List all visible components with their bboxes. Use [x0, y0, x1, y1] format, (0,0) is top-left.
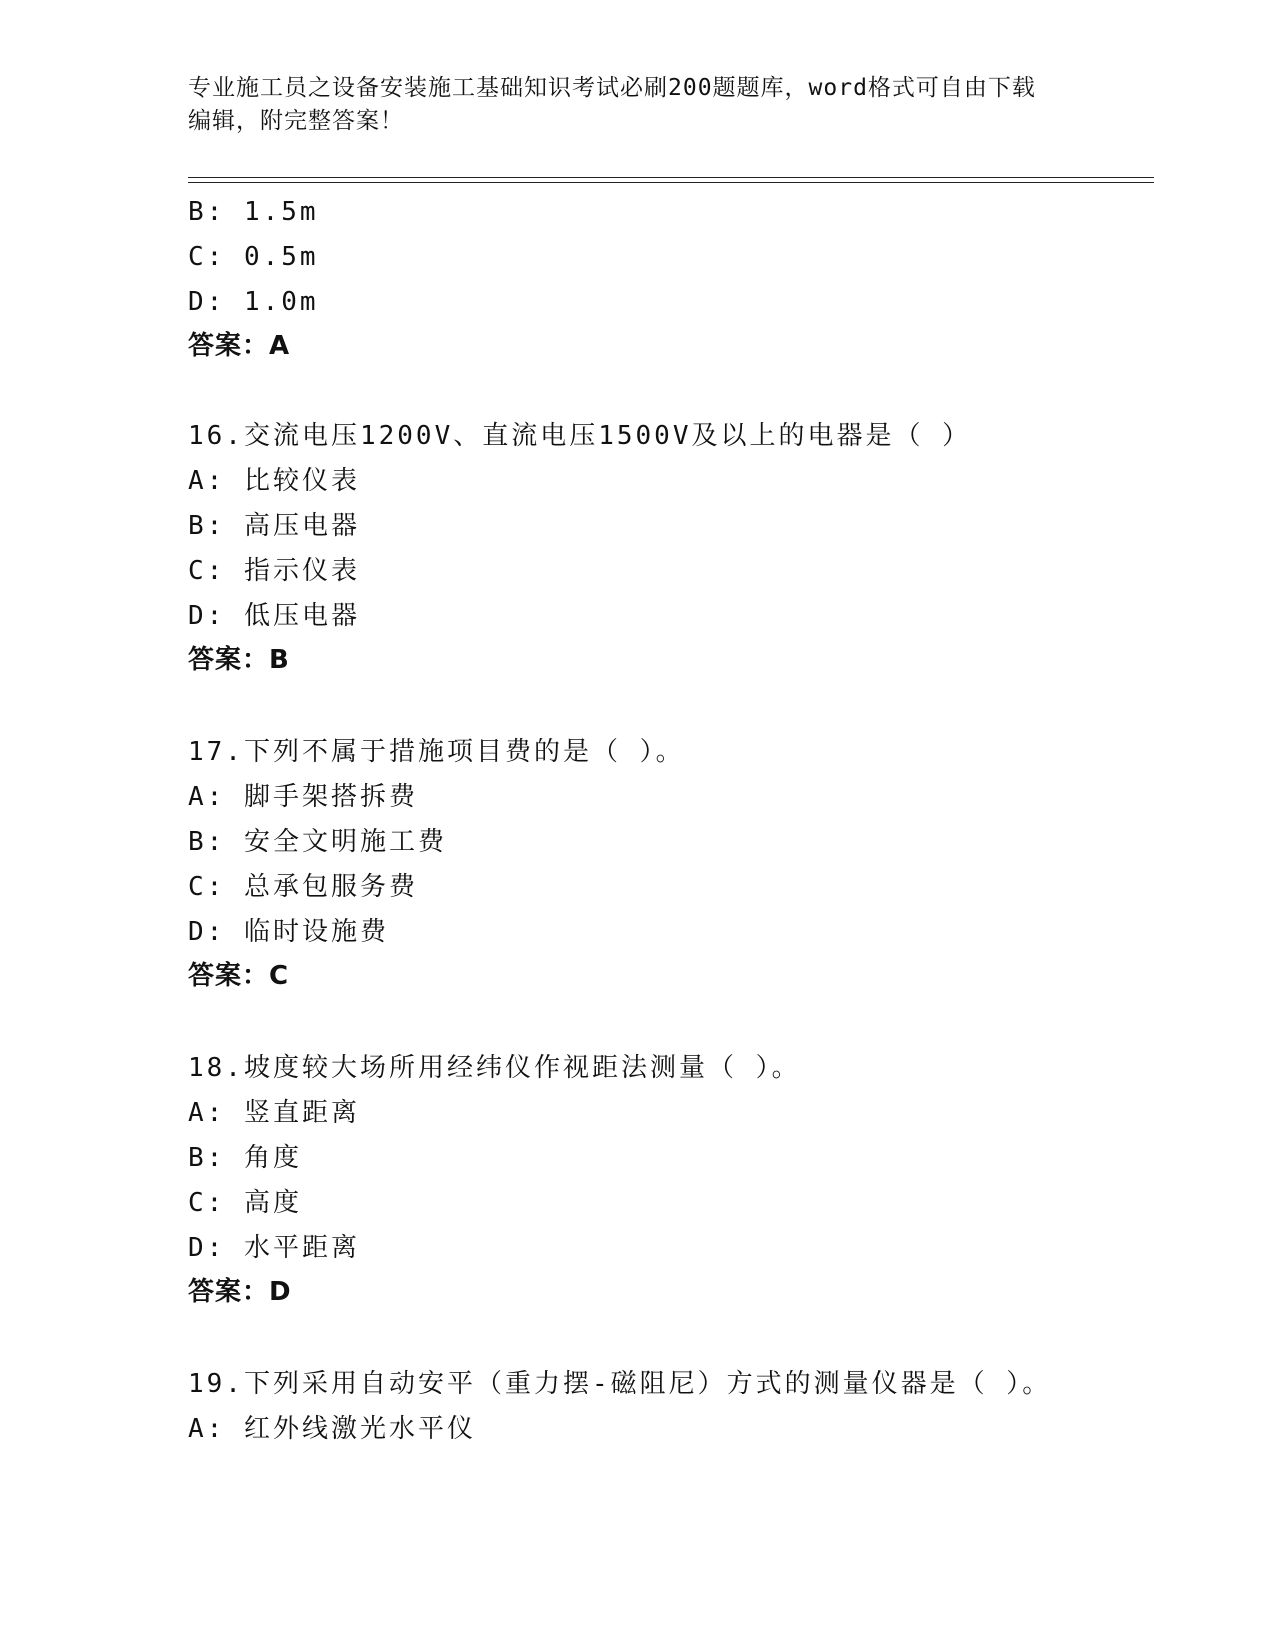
option-b: B: 安全文明施工费	[188, 827, 447, 857]
option-c: C: 总承包服务费	[188, 872, 418, 902]
option-d: D: 水平距离	[188, 1233, 360, 1263]
option-d: D: 低压电器	[188, 601, 360, 631]
option-a: A: 竖直距离	[188, 1098, 360, 1128]
document-header	[188, 72, 1088, 138]
header-line-1: 专业施工员之设备安装施工基础知识考试必刷200题题库，word格式可自由下载	[188, 75, 1036, 101]
header-divider-bottom	[188, 182, 1154, 183]
option-c: C: 高度	[188, 1188, 302, 1218]
option-b: B: 1.5m	[188, 197, 319, 227]
option-c: C: 0.5m	[188, 242, 319, 272]
question-stem: 18.坡度较大场所用经纬仪作视距法测量（ ）。	[188, 1053, 801, 1083]
header-divider-top	[188, 177, 1154, 178]
option-a: A: 脚手架搭拆费	[188, 782, 418, 812]
header-line-2: 编辑，附完整答案！	[188, 108, 404, 134]
option-a: A: 比较仪表	[188, 466, 360, 496]
option-a: A: 红外线激光水平仪	[188, 1414, 476, 1444]
answer: 答案：D	[188, 1277, 292, 1307]
question-stem: 19.下列采用自动安平（重力摆-磁阻尼）方式的测量仪器是（ ）。	[188, 1369, 1052, 1399]
option-c: C: 指示仪表	[188, 556, 360, 586]
question-stem: 16.交流电压1200V、直流电压1500V及以上的电器是（ ）	[188, 421, 972, 451]
question-stem: 17.下列不属于措施项目费的是（ ）。	[188, 737, 685, 767]
option-d: D: 临时设施费	[188, 917, 389, 947]
option-d: D: 1.0m	[188, 287, 319, 317]
option-b: B: 角度	[188, 1143, 302, 1173]
answer: 答案：C	[188, 961, 290, 991]
answer: 答案：B	[188, 645, 290, 675]
option-b: B: 高压电器	[188, 511, 360, 541]
answer: 答案：A	[188, 331, 291, 361]
